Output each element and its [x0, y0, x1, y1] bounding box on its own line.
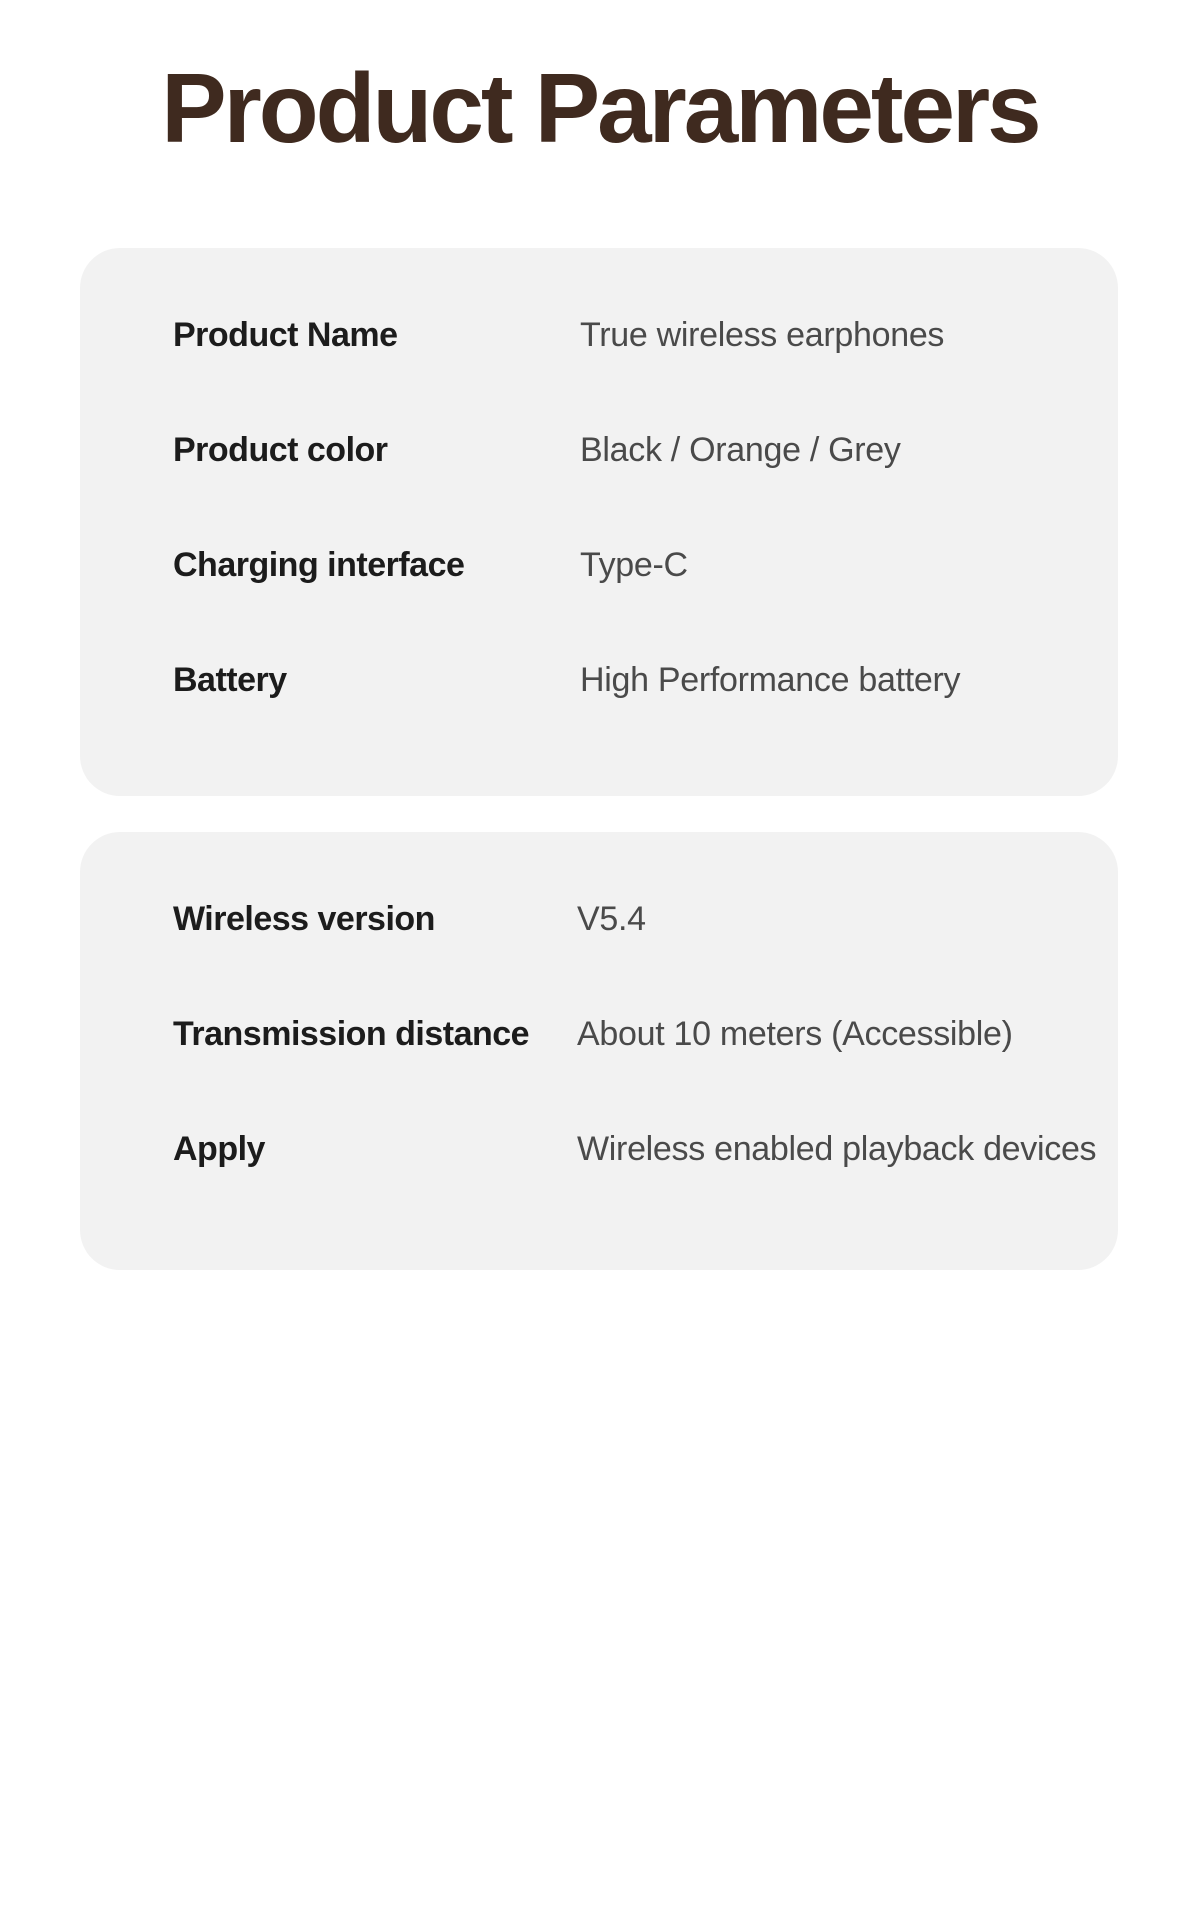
- param-value: V5.4: [577, 900, 646, 938]
- param-label: Apply: [173, 1130, 265, 1168]
- param-label: Wireless version: [173, 900, 435, 938]
- param-label: Transmission distance: [173, 1015, 530, 1053]
- param-value: Type-C: [580, 546, 688, 584]
- param-row-charging-interface: [80, 535, 1118, 595]
- param-label: Product Name: [173, 316, 398, 354]
- param-row-battery: [80, 650, 1118, 710]
- param-row-transmission-distance: [80, 1004, 1118, 1064]
- parameters-card-wireless: [80, 832, 1118, 1270]
- param-row-product-color: [80, 420, 1118, 480]
- param-row-apply: [80, 1119, 1118, 1179]
- page-title: Product Parameters: [161, 53, 1039, 163]
- param-value: Black / Orange / Grey: [580, 431, 901, 469]
- param-value: High Performance battery: [580, 661, 961, 699]
- param-value: True wireless earphones: [580, 316, 945, 354]
- param-value: Wireless enabled playback devices: [577, 1130, 1097, 1168]
- parameters-card-basic: [80, 248, 1118, 796]
- param-label: Product color: [173, 431, 388, 469]
- param-label: Charging interface: [173, 546, 465, 584]
- param-label: Battery: [173, 661, 287, 699]
- param-row-product-name: [80, 305, 1118, 365]
- param-row-wireless-version: [80, 889, 1118, 949]
- param-value: About 10 meters (Accessible): [577, 1015, 1013, 1053]
